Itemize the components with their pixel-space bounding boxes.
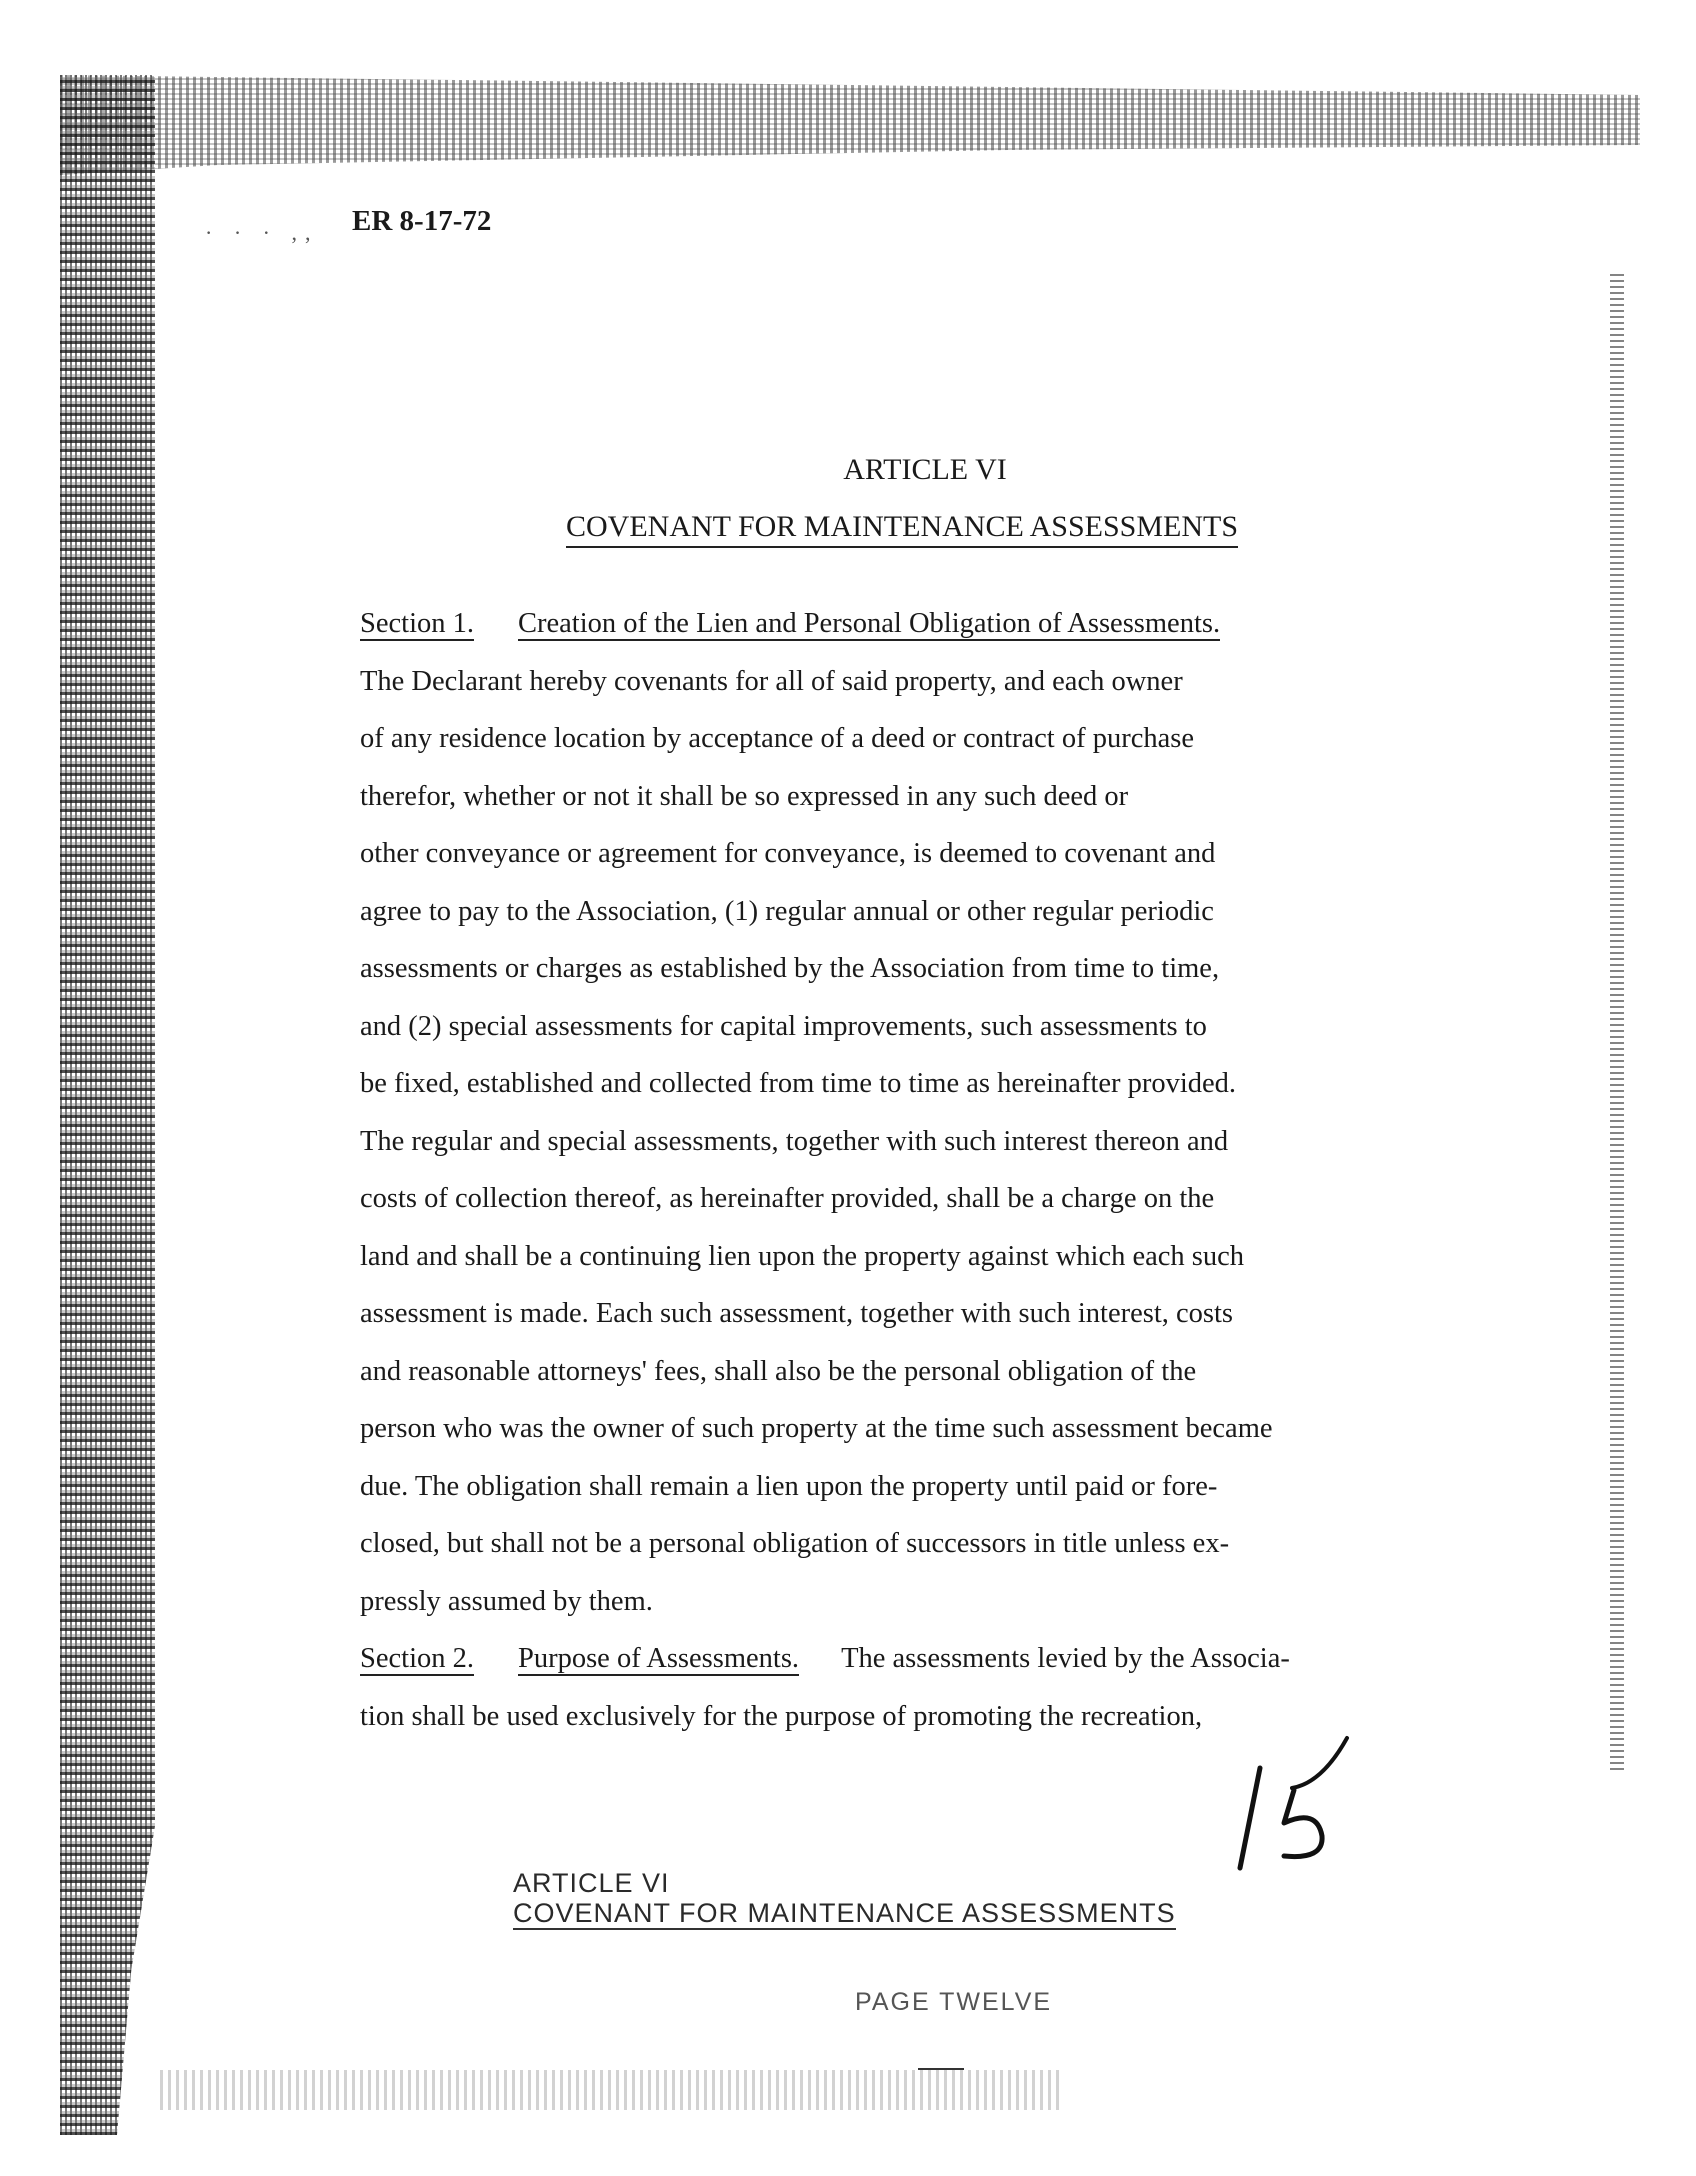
body-line: due. The obligation shall remain a lien upon the property until paid or fore- [360,1470,1218,1502]
footer-article-title: COVENANT FOR MAINTENANCE ASSESSMENTS [513,1898,1176,1928]
section-2-heading: Purpose of Assessments. [518,1643,800,1674]
body-line: person who was the owner of such property at the time such assessment became [360,1413,1273,1444]
section-1-heading: Creation of the Lien and Personal Obligation of Assessments. [518,608,1221,639]
scan-dots: · · · ,, [205,220,319,245]
body-line: The Declarant hereby covenants for all of said property, and each owner [360,665,1183,697]
body-line: of any residence location by acceptance of a deed or contract of purchase [360,723,1194,754]
footer-page-label: PAGE TWELVE [855,1988,1053,2016]
document-code: ER 8-17-72 [352,205,492,237]
body-line: be fixed, established and collected from time to time as hereinafter provided. [360,1068,1237,1099]
body-line: closed, but shall not be a personal obligation of successors in title unless ex- [360,1528,1230,1559]
body-line: land and shall be a continuing lien upon the property against which each such [360,1240,1245,1272]
body-line: costs of collection thereof, as hereinafter provided, shall be a charge on the [360,1183,1215,1214]
body-line: The regular and special assessments, together with such interest thereon and [360,1125,1229,1157]
body-line: assessments or charges as established by the Association from time to time, [360,953,1220,984]
section-2-label: Section 2. [360,1643,474,1674]
body-line: and (2) special assessments for capital improvements, such assessments to [360,1010,1207,1042]
body-line: agree to pay to the Association, (1) regular annual or other regular periodic [360,895,1214,927]
article-heading: ARTICLE VI [843,453,1007,486]
article-title: COVENANT FOR MAINTENANCE ASSESSMENTS [566,510,1238,548]
footer-dash [918,2068,964,2070]
scan-artifact-left [60,75,155,2135]
section-1-label: Section 1. [360,608,474,639]
body-line: assessment is made. Each such assessment, together with such interest, costs [360,1298,1234,1329]
document-body [360,595,1540,1745]
scan-artifact-right [1610,270,1624,1770]
section-2-line [360,1630,1540,1688]
scan-artifact-bottom [160,2070,1060,2110]
body-line: other conveyance or agreement for conveyance, is deemed to covenant and [360,838,1216,869]
handwritten-page-number [1222,1728,1372,1878]
footer-article-heading: ARTICLE VI [513,1868,670,1898]
section-1-heading-line [360,595,1540,653]
body-line: therefor, whether or not it shall be so expressed in any such deed or [360,780,1129,812]
footer-article [513,1868,1176,1930]
section-2-text-continued: tion shall be used exclusively for the purpose of promoting the recreation, [360,1700,1203,1732]
section-2-text: The assessments levied by the Associa- [841,1643,1290,1674]
scan-artifact-top [60,75,1640,175]
body-line: and reasonable attorneys' fees, shall also be the personal obligation of the [360,1355,1197,1387]
body-line: pressly assumed by them. [360,1585,653,1617]
